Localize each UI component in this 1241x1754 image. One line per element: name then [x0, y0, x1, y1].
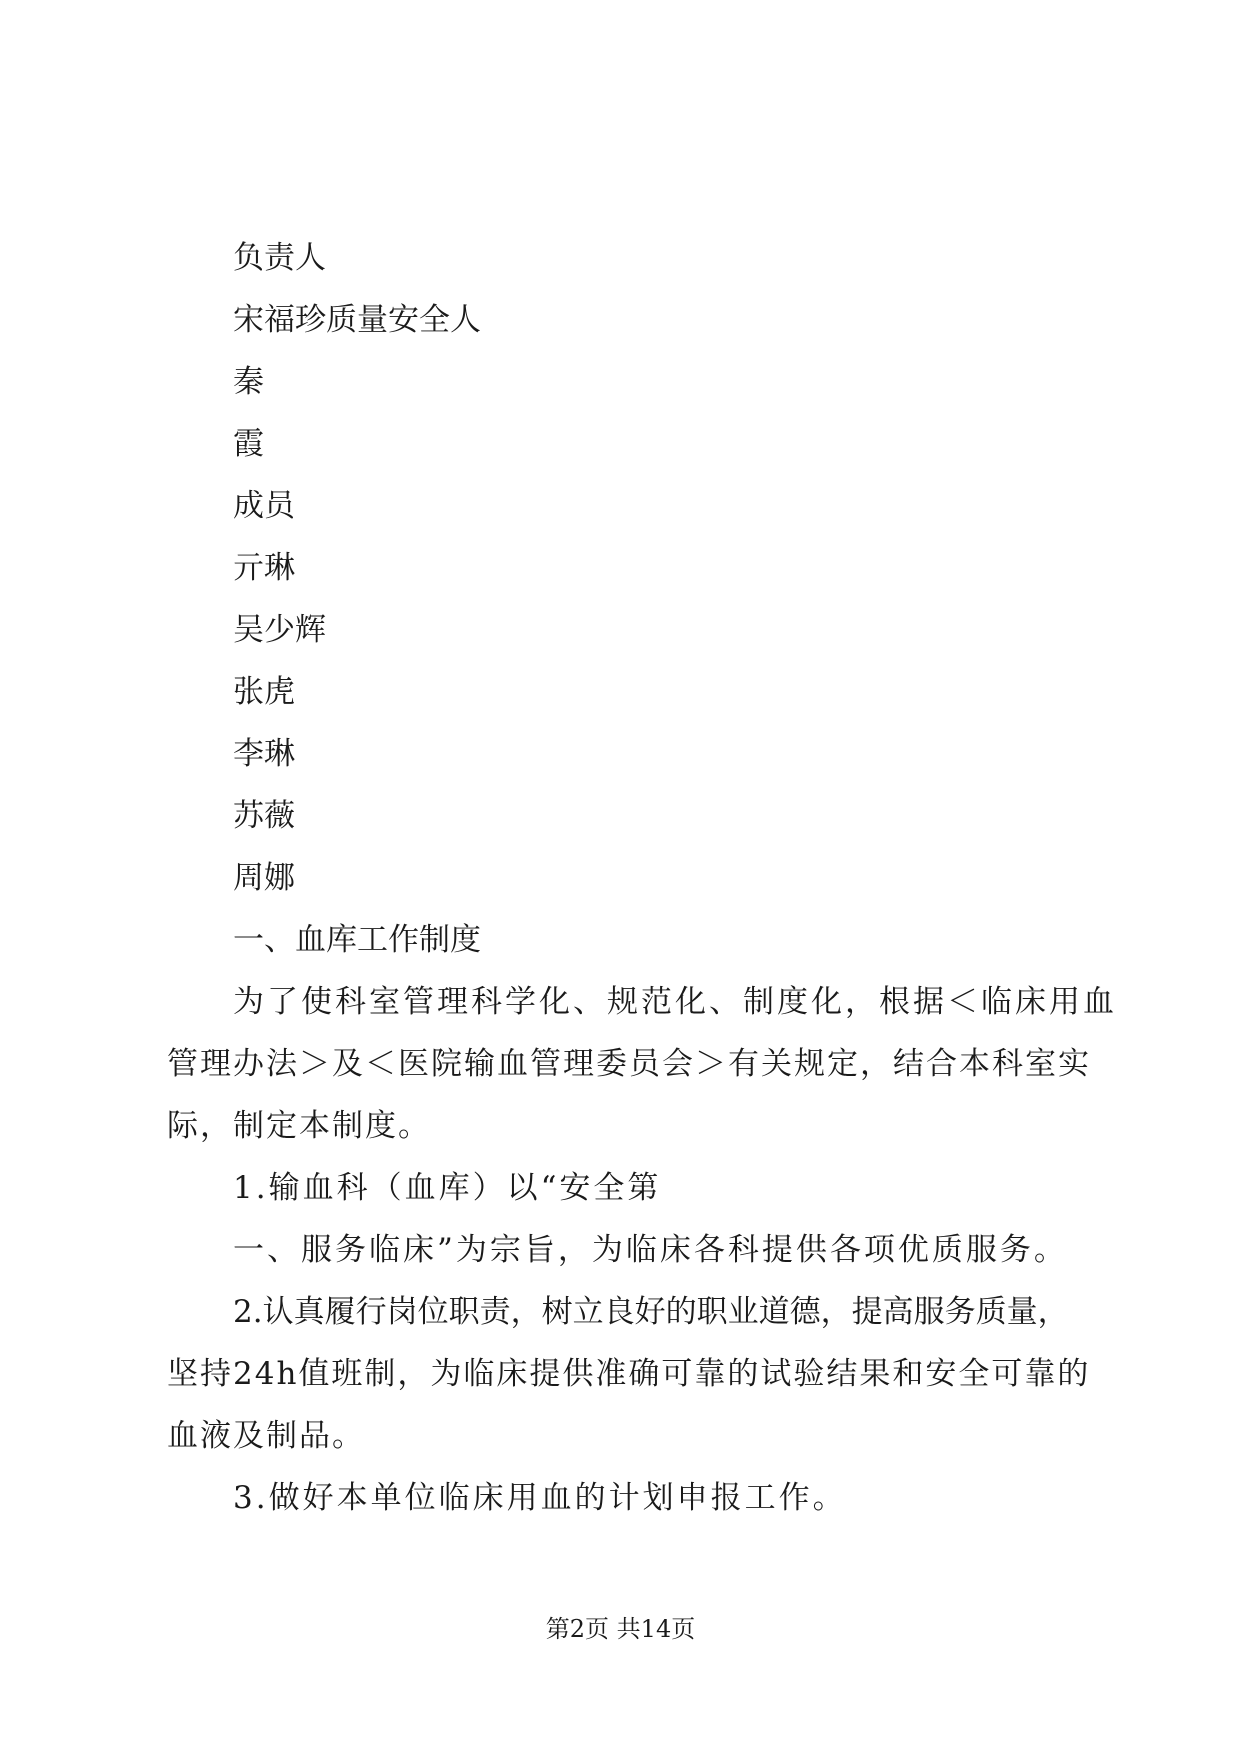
- paragraph-line: 管理办法＞及＜医院输血管理委员会＞有关规定，结合本科室实: [167, 1046, 1091, 1082]
- paragraph-line: 一、服务临床”为宗旨，为临床各科提供各项优质服务。: [233, 1232, 1068, 1268]
- roster-line: 李琳: [233, 736, 295, 772]
- roster-line: 周娜: [233, 860, 295, 896]
- paragraph-line: 3.做好本单位临床用血的计划申报工作。: [233, 1480, 847, 1516]
- roster-line: 霞: [233, 426, 264, 462]
- roster-line: 负责人: [233, 240, 326, 276]
- roster-line: 秦: [233, 364, 264, 400]
- section-heading: 一、血库工作制度: [233, 922, 481, 958]
- paragraph-line: 血液及制品。: [167, 1418, 365, 1454]
- roster-line: 苏薇: [233, 798, 295, 834]
- paragraph-line: 1.输血科（血库）以“安全第: [233, 1170, 662, 1206]
- roster-line: 成员: [233, 488, 295, 524]
- paragraph-line: 为了使科室管理科学化、规范化、制度化，根据＜临床用血: [233, 984, 1117, 1020]
- roster-line: 亓琳: [233, 550, 295, 586]
- roster-line: 宋福珍质量安全人: [233, 302, 481, 338]
- paragraph-line: 际，制定本制度。: [167, 1108, 431, 1144]
- paragraph-line: 坚持24h值班制，为临床提供准确可靠的试验结果和安全可靠的: [167, 1356, 1091, 1392]
- roster-line: 吴少辉: [233, 612, 326, 648]
- paragraph-line: 2.认真履行岗位职责，树立良好的职业道德，提高服务质量，: [233, 1294, 1069, 1330]
- roster-line: 张虎: [233, 674, 295, 710]
- page-number-footer: 第2页 共14页: [545, 1615, 696, 1643]
